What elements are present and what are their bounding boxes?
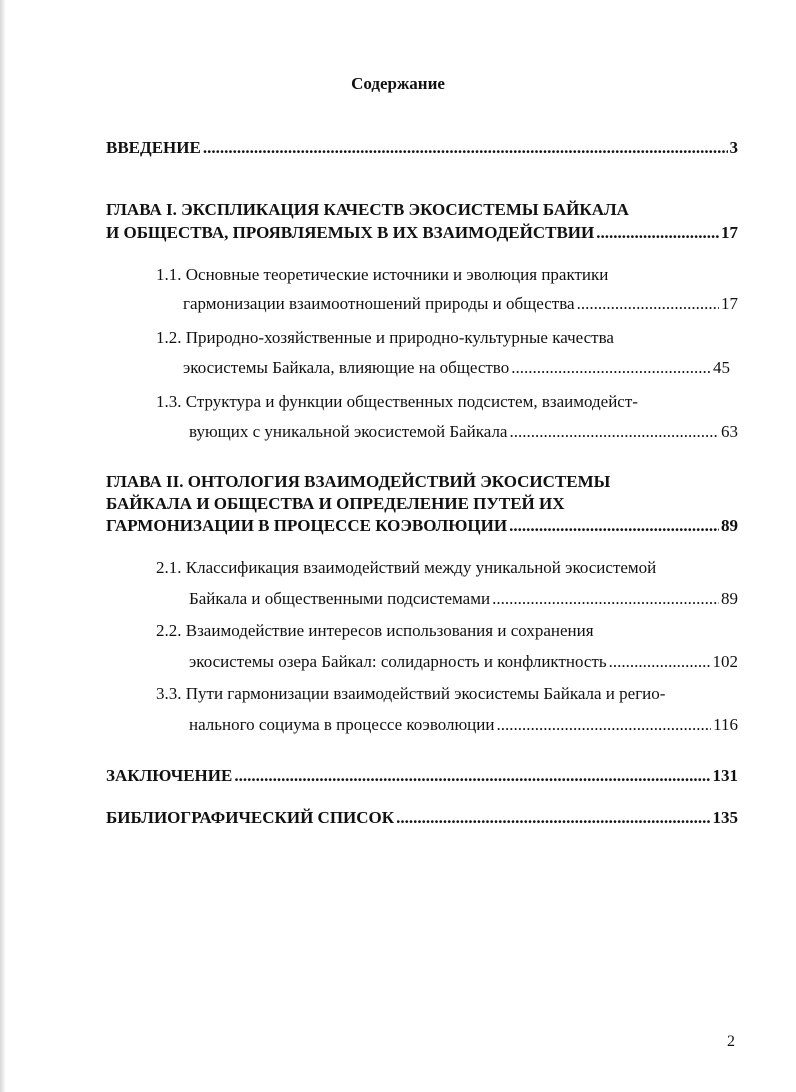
section-1-2-line1: 1.2. Природно-хозяйственные и природно-культурные качества bbox=[156, 328, 614, 347]
section-1-1-line2: гармонизации взаимоотношений природы и общества bbox=[183, 294, 575, 313]
toc-title: Содержание bbox=[351, 74, 445, 93]
toc-entry-section-1-3[interactable] bbox=[189, 422, 738, 442]
toc-entry-section-1-1[interactable] bbox=[183, 294, 738, 314]
leader-dots bbox=[234, 766, 710, 786]
leader-dots bbox=[596, 223, 719, 243]
toc-entry-bibliography[interactable] bbox=[106, 808, 738, 828]
toc-entry-page: 89 bbox=[721, 516, 738, 535]
toc-entry-page: 63 bbox=[721, 422, 738, 441]
toc-entry-page: 131 bbox=[712, 766, 738, 785]
leader-dots bbox=[396, 808, 710, 828]
leader-dots bbox=[509, 422, 719, 442]
toc-entry-page: 89 bbox=[721, 589, 738, 608]
toc-entry-page: 17 bbox=[721, 223, 738, 242]
chapter1-heading-line1: ГЛАВА I. ЭКСПЛИКАЦИЯ КАЧЕСТВ ЭКОСИСТЕМЫ БАЙКАЛА bbox=[106, 200, 629, 219]
toc-entry-page: 135 bbox=[712, 808, 738, 827]
chapter2-heading-line1: ГЛАВА II. ОНТОЛОГИЯ ВЗАИМОДЕЙСТВИЙ ЭКОСИСТЕМЫ bbox=[106, 472, 611, 491]
chapter1-heading-line2: И ОБЩЕСТВА, ПРОЯВЛЯЕМЫХ В ИХ ВЗАИМОДЕЙСТВИИ bbox=[106, 223, 595, 242]
leader-dots bbox=[496, 715, 711, 735]
section-3-3-line2: нального социума в процессе коэволюции bbox=[189, 715, 495, 734]
section-2-2-line1: 2.2. Взаимодействие интересов использования и сохранения bbox=[156, 621, 594, 640]
leader-dots bbox=[492, 589, 719, 609]
leader-dots bbox=[609, 652, 711, 672]
section-1-3-line1: 1.3. Структура и функции общественных подсистем, взаимодейст- bbox=[156, 392, 638, 411]
section-2-1-line2: Байкала и общественными подсистемами bbox=[189, 589, 491, 608]
toc-entry-section-3-3[interactable] bbox=[189, 715, 738, 735]
section-1-1-line1: 1.1. Основные теоретические источники и эволюция практики bbox=[156, 265, 609, 284]
scan-edge bbox=[0, 0, 6, 1092]
section-3-3-line1: 3.3. Пути гармонизации взаимодействий экосистемы Байкала и регио- bbox=[156, 684, 666, 703]
section-2-2-line2: экосистемы озера Байкал: солидарность и конфликтность bbox=[189, 652, 607, 671]
toc-entry-page: 102 bbox=[712, 652, 738, 671]
toc-entry-section-1-2[interactable] bbox=[183, 358, 730, 378]
chapter2-heading-line2: БАЙКАЛА И ОБЩЕСТВА И ОПРЕДЕЛЕНИЕ ПУТЕЙ ИХ bbox=[106, 494, 565, 513]
toc-entry-label: ВВЕДЕНИЕ bbox=[106, 138, 201, 157]
leader-dots bbox=[577, 294, 719, 314]
toc-entry-intro[interactable] bbox=[106, 138, 738, 158]
leader-dots bbox=[509, 516, 719, 536]
section-1-2-line2: экосистемы Байкала, влияющие на общество bbox=[183, 358, 510, 377]
section-1-3-line2: вующих с уникальной экосистемой Байкала bbox=[189, 422, 508, 441]
toc-entry-section-2-2[interactable] bbox=[189, 652, 738, 672]
toc-entry-chapter1[interactable] bbox=[106, 223, 738, 243]
toc-entry-label: ЗАКЛЮЧЕНИЕ bbox=[106, 766, 233, 785]
toc-entry-page: 116 bbox=[713, 715, 738, 734]
leader-dots bbox=[511, 358, 711, 378]
toc-entry-label: БИБЛИОГРАФИЧЕСКИЙ СПИСОК bbox=[106, 808, 395, 827]
section-2-1-line1: 2.1. Классификация взаимодействий между уникальной экосистемой bbox=[156, 558, 657, 577]
toc-entry-page: 45 bbox=[713, 358, 730, 377]
toc-entry-page: 17 bbox=[721, 294, 738, 313]
leader-dots bbox=[203, 138, 728, 158]
chapter2-heading-line3: ГАРМОНИЗАЦИИ В ПРОЦЕССЕ КОЭВОЛЮЦИИ bbox=[106, 516, 508, 535]
page-number: 2 bbox=[727, 1033, 735, 1050]
toc-entry-conclusion[interactable] bbox=[106, 766, 738, 786]
toc-entry-page: 3 bbox=[729, 138, 738, 157]
toc-entry-section-2-1[interactable] bbox=[189, 589, 738, 609]
toc-entry-chapter2[interactable] bbox=[106, 516, 738, 536]
